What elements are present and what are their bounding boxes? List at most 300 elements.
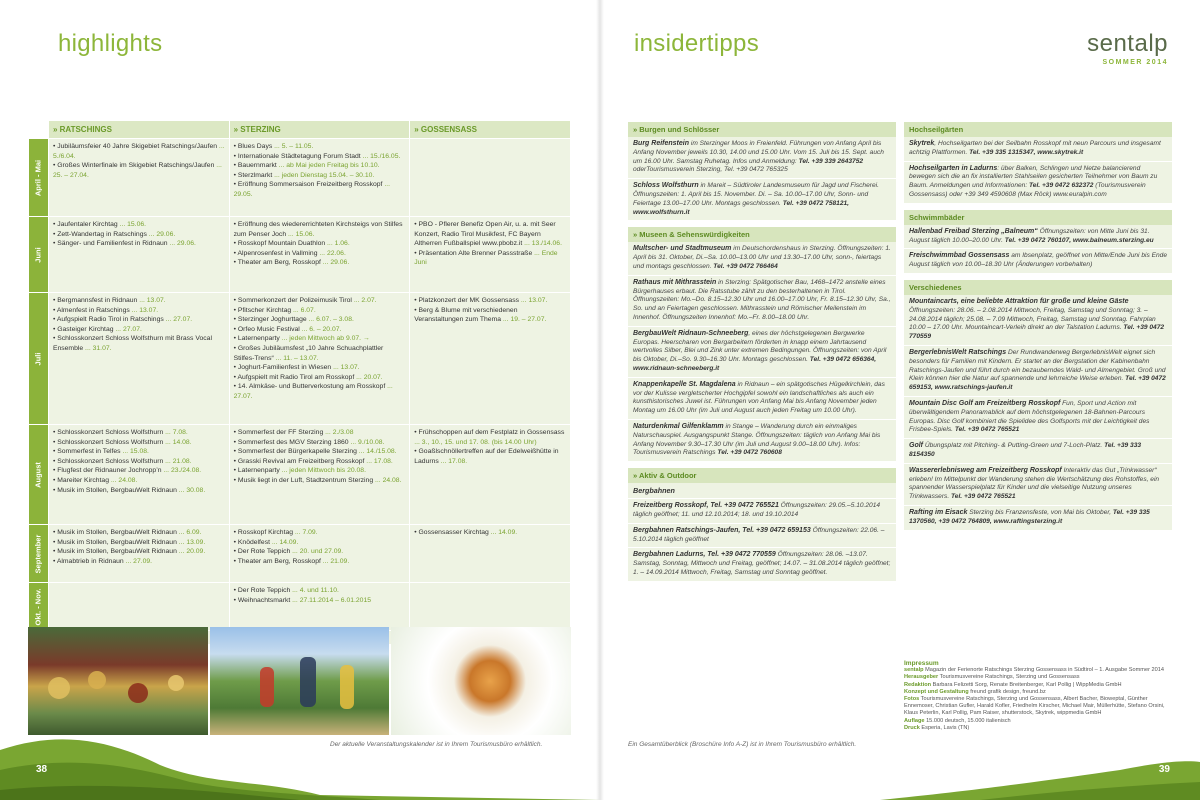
events-cell-gossensass <box>410 217 571 293</box>
event-item: • Rosskopf Kirchtag ... 7.09. <box>233 529 318 536</box>
event-item: • Präsentation Alte Brenner Passstraße ... Ende Juni <box>414 249 558 267</box>
event-date: 27.07. <box>122 325 142 333</box>
event-title: Eröffnung Sommersaison Freizeitberg Rosskopf <box>237 181 383 189</box>
bullet-icon: • <box>414 221 419 228</box>
bullet-icon: • <box>414 306 419 314</box>
event-date: 25. – 27.04. <box>52 171 89 179</box>
event-date: 6.09. <box>186 529 202 536</box>
entry-name: Burg Reifenstein <box>633 140 690 147</box>
event-item: • Aufgspielt Radio Tirol in Ratschings ... 27.07. <box>52 316 193 324</box>
page-title-highlights: highlights <box>58 30 163 57</box>
event-title: Internationale Städtetagung Forum Stadt <box>237 152 361 160</box>
event-date: 29.05. <box>233 190 253 198</box>
impressum-label: Herausgeber <box>904 674 939 681</box>
entry-name: Schloss Wolfsthurn <box>633 182 699 190</box>
event-item: • Eröffnung des wiedererrichteten Kirchsteigs von Stilfes zum Penser Joch ... 15.06. <box>233 221 403 238</box>
event-date: 30.08. <box>186 486 206 494</box>
bullet-icon: • <box>233 476 238 484</box>
bullet-icon: • <box>52 429 58 436</box>
bullet-icon: • <box>52 467 58 475</box>
event-date: 13.07. <box>340 364 360 372</box>
event-date: ab Mai jeden Freitag bis 10.10. <box>286 162 380 170</box>
entry-text: , eines der höchstgelegenen Bergwerke Europas. Heerscharen von Bergarbeitern förderten in knapp einem Jahrtausend wertvolles Silber, Blei und Zink unter extremen Bedingungen. Öffnungszeiten: von April bis Oktober, Di.–So. 9.30–16.30 Uhr. Montags geschlossen. <box>633 329 887 364</box>
info-box-heading: Schwimmbäder <box>904 210 1172 225</box>
info-entry <box>904 137 1172 162</box>
events-row <box>29 139 571 217</box>
event-date: 7.09. <box>302 529 318 536</box>
event-date: 20. und 27.09. <box>299 548 344 556</box>
bullet-icon: • <box>233 143 238 150</box>
event-title: Schlosskonzert Schloss Wolfsthurn mit Brass Vocal Ensemble <box>52 335 212 352</box>
page-number-right: 39 <box>1158 764 1170 775</box>
bullet-icon: • <box>233 557 238 565</box>
bullet-icon: • <box>414 249 419 257</box>
info-entry <box>904 346 1172 397</box>
event-title: PBO - Pflerer Benefiz Open Air, u. a. mit Seer Konzert, Radio Tirol Musikfest, FC Bayern Altherren Fußballspiel www.pbobz.it <box>414 221 556 248</box>
event-title: Sommerfest in Telfes <box>57 448 121 456</box>
event-item: • Schlosskonzert Schloss Wolfsthurn mit Brass Vocal Ensemble ... 31.07. <box>52 335 212 352</box>
info-entry <box>628 276 896 327</box>
event-date: 20.07. <box>363 373 383 381</box>
entry-text: Öffnungszeiten: 28.06. –13.07. Samstag, Sonntag, Mittwoch und Freitag, geöffnet; 14.07. – 31.08.2014 täglich geöffnet; 1. – 14.09.2014 Mittwoch, Freitag, Samstag und Sonntag geöffnet. <box>633 551 891 576</box>
bullet-icon: • <box>233 548 238 556</box>
info-entry <box>628 327 896 378</box>
bullet-icon: • <box>414 429 419 436</box>
events-row <box>29 217 571 293</box>
event-item: • Großes Jubiläumsfest „10 Jahre Schuachplattler Stilfes-Trens“ ... 11. – 13.07. <box>233 344 384 362</box>
bullet-icon: • <box>52 486 58 494</box>
entry-name: Wassererlebnisweg am Freizeitberg Rosskopf <box>909 466 1062 474</box>
event-item: • Rosskopf Mountain Duathlon ... 1.06. <box>233 240 350 248</box>
event-title: Flugfest der Ridnauner Jochropp’n <box>57 467 162 475</box>
event-item: • Musik im Stollen, BergbauWelt Ridnaun ... 6.09. <box>52 529 202 536</box>
month-text: September <box>33 534 43 573</box>
event-title: Theater am Berg, Rosskopf <box>237 259 321 267</box>
event-item: • Jubiläumsfeier 40 Jahre Skigebiet Ratschings/Jaufen ... 5./6.04. <box>52 143 225 160</box>
info-entry <box>904 162 1172 203</box>
events-row <box>29 425 571 525</box>
event-date: 1.06. <box>334 240 350 248</box>
events-cell-sterzing <box>229 583 410 631</box>
event-date: 22.06. <box>326 249 346 257</box>
events-cell-ratschings <box>48 525 229 583</box>
entry-text: Interaktiv das Gut „Trinkwasser“ erleben! Im Mittelpunkt der Wanderung stehen die Wertschätzung des Rohstoffes, ein spannender Wasserspielplatz für Kinder und die vielseitige Nutzung unseres Trinkwassers. <box>909 466 1160 501</box>
event-date: 14.09. <box>498 529 518 536</box>
event-date: 17.08. <box>448 457 468 465</box>
bullet-icon: • <box>233 240 238 248</box>
entry-name: Freizeitberg Rosskopf, Tel. +39 0472 765521 <box>633 502 779 510</box>
event-item: • Sommerfest der FF Sterzing ... 2./3.08 <box>233 429 354 436</box>
month-label <box>29 293 49 425</box>
event-title: Sommerkonzert der Polizeimusik Tirol <box>237 297 352 304</box>
event-date: 2.07. <box>361 297 377 304</box>
event-date: 14.09. <box>279 538 299 546</box>
bullet-icon: • <box>233 162 238 170</box>
impressum-text: freund grafik design, freund.bz <box>968 688 1046 695</box>
bullet-icon: • <box>52 230 58 238</box>
event-title: Gasteiger Kirchtag <box>57 325 114 333</box>
event-item: • Theater am Berg, Rosskopf ... 29.06. <box>233 259 350 267</box>
bullet-icon: • <box>52 240 58 248</box>
bullet-icon: • <box>52 306 57 314</box>
bullet-icon: • <box>233 316 238 324</box>
entry-text: in Mareit – Südtiroler Landesmuseum für Jagd und Fischerei. Öffnungszeiten: 1. April bis 15. November. Di. – Sa. 10.00–17.00 Uhr, Sonn- und Feiertage 13.00–17.00 Uhr. Montags geschlossen. <box>633 182 879 207</box>
info-box-heading: Verschiedenes <box>904 280 1172 295</box>
event-title: Sänger- und Familienfest in Ridnaun <box>57 240 168 248</box>
entry-name: Mountaincarts, eine beliebte Attraktion für große und kleine Gäste <box>909 297 1129 305</box>
event-item: • Sommerkonzert der Polizeimusik Tirol ... 2.07. <box>233 297 377 304</box>
entry-strong: Tel. +39 0472 758121, www.wolfsthurn.it <box>633 199 849 216</box>
insider-column-right <box>904 122 1172 537</box>
event-item: • Sänger- und Familienfest in Ridnaun ... 29.06. <box>52 240 196 248</box>
event-title: Rosskopf Mountain Duathlon <box>237 240 326 248</box>
event-title: Musik liegt in der Luft, Stadtzentrum Sterzing <box>237 476 374 484</box>
bullet-icon: • <box>414 529 419 536</box>
entry-strong: Tel. +39 0472 766464 <box>713 262 778 270</box>
bullet-icon: • <box>233 383 238 391</box>
event-title: Theater am Berg, Rosskopf <box>237 557 321 565</box>
impressum-text: Barbara Felizetti Sorg, Renate Breitenberger, Karl Pollig | WippMedia GmbH <box>931 681 1122 688</box>
event-item: • Orfeo Music Festival ... 6. – 20.07. <box>233 325 342 333</box>
info-entry <box>628 420 896 461</box>
event-item: • Zett-Wandertag in Ratschings ... 29.06. <box>52 230 176 238</box>
event-title: Laternenparty <box>237 335 280 343</box>
insider-column-left <box>628 122 896 588</box>
events-table <box>28 120 571 645</box>
events-cell-sterzing <box>229 525 410 583</box>
entry-tail: oderTourismusverein Sterzing, Tel. +39 0472 765325 <box>633 166 788 174</box>
month-text: April - Mai <box>33 159 43 196</box>
bullet-icon: • <box>233 538 238 546</box>
entry-text: im Deutschordenshaus in Sterzing. Öffnungszeiten: 1. April bis 31. Oktober, Di.–Sa. 10.00–13.00 Uhr und 13.30–17.00 Uhr, sonn-, feiertags und montags geschlossen. <box>633 245 891 270</box>
events-cell-sterzing <box>229 425 410 525</box>
event-title: Der Rote Teppich <box>237 548 291 556</box>
event-item: • Blues Days ... 5. – 11.05. <box>233 143 314 150</box>
event-date: 20.09. <box>186 548 206 556</box>
event-title: Musik im Stollen, BergbauWelt Ridnaun <box>57 529 177 536</box>
event-title: Goaßlschnöllertreffen auf der Edelweißhütte in Ladurns <box>414 448 559 465</box>
events-row <box>29 293 571 425</box>
bullet-icon: • <box>52 162 58 170</box>
bullet-icon: • <box>233 259 238 267</box>
entry-text: Der Rundwanderweg BergerlebnisWelt eignet sich besonders für Familien mit Kindern. Er startet an der Bergstation der Kabinenbahn Ratschings-Jaufen und führt durch ein bezauberndes Wald- und Almengebiet. Groß und Klein können hier die Natur auf spannende und lehrreiche Weise erleben. <box>909 348 1166 383</box>
event-title: Aufgspielt mit Radio Tirol am Rosskopf <box>237 373 355 381</box>
event-item: • Schlosskonzert Schloss Wolfsthurn ... 21.08. <box>52 457 192 465</box>
entry-text: Fun, Sport und Action mit überwältigendem Panoramablick auf dem höchstgelegenen 18-Bahnen-Parcours Europas. Disc Golf kombiniert die Spielidee des Golfsports mit der Leichtigkeit des Frisbee-Spiels. <box>909 399 1150 434</box>
bullet-icon: • <box>52 538 58 546</box>
event-item: • Gasteiger Kirchtag ... 27.07. <box>52 325 142 333</box>
entry-strong: Tel. +39 339 2643752 <box>798 157 864 165</box>
bullet-icon: • <box>233 529 238 536</box>
info-entry <box>904 295 1172 346</box>
event-date: 27.11.2014 – 6.01.2015 <box>299 596 372 604</box>
event-title: Gossensasser Kirchtag <box>418 529 489 536</box>
entry-text: Sterzing bis Franzensfeste, von Mai bis Oktober, <box>967 508 1113 516</box>
event-item: • Schlosskonzert Schloss Wolfsthurn ... 7.08. <box>52 429 188 436</box>
event-title: Schlosskonzert Schloss Wolfsthurn <box>57 457 164 465</box>
event-title: Weihnachtsmarkt <box>237 596 291 604</box>
info-entry <box>628 499 896 524</box>
event-title: Aufgspielt Radio Tirol in Ratschings <box>56 316 164 324</box>
event-title: Sommerfest des MGV Sterzing 1860 <box>237 438 349 446</box>
impressum-title: Impressum <box>904 660 939 667</box>
info-entry <box>628 242 896 275</box>
event-title: Berg & Blume mit verschiedenen Veranstaltungen zum Thema <box>414 306 518 324</box>
impressum-label: sentalp <box>904 667 924 674</box>
event-date: 29.06. <box>330 259 350 267</box>
bullet-icon: • <box>52 457 58 465</box>
bullet-icon: • <box>233 587 238 594</box>
bullet-icon: • <box>233 221 238 228</box>
event-item: • PBO - Pflerer Benefiz Open Air, u. a. mit Seer Konzert, Radio Tirol Musikfest, FC Bayern Altherren Fußballspiel www.pbobz.it ... 13./14.06. <box>414 221 562 248</box>
bullet-icon: • <box>233 181 238 189</box>
event-item: • Musik im Stollen, BergbauWelt Ridnaun ... 13.09. <box>52 538 206 546</box>
info-box <box>904 280 1172 530</box>
event-title: Zett-Wandertag in Ratschings <box>57 230 147 238</box>
month-label <box>29 583 49 631</box>
event-date: 15.06. <box>295 230 315 238</box>
entry-text: im Sterzinger Moos in Freienfeld. Führungen von Anfang April bis Anfang November jeweils 10.30, 14.00 und 15.00 Uhr. Vom 15. Juli bis 15. Sept. auch um 16.00 Uhr. Samstag Ruhetag. Infos und Anmeldung: <box>633 140 884 165</box>
info-entry <box>904 464 1172 506</box>
bullet-icon: • <box>52 221 58 228</box>
bullet-icon: • <box>233 364 238 372</box>
events-cell-gossensass <box>410 525 571 583</box>
bullet-icon: • <box>52 143 58 150</box>
entry-name: Bergbahnen Ratschings-Jaufen, Tel. +39 0472 659153 <box>633 526 811 534</box>
impressum-line <box>904 689 1172 696</box>
event-item: • Pfitscher Kirchtag ... 6.07. <box>233 306 316 314</box>
entry-name: Rafting im Eisack <box>909 508 968 516</box>
event-date: 27.07. <box>173 316 193 324</box>
info-box <box>628 122 896 220</box>
event-item: • Mareiter Kirchtag ... 24.08. <box>52 476 138 484</box>
entry-name: Golf <box>909 442 923 450</box>
event-title: Sterzinger Joghurttage <box>237 316 307 324</box>
event-item: • Sterzinger Joghurttage ... 6.07. – 3.08. <box>233 316 354 324</box>
event-title: Sommerfest der FF Sterzing <box>237 429 324 436</box>
event-title: Schlosskonzert Schloss Wolfsthurn <box>57 438 164 446</box>
event-item: • Aufgspielt mit Radio Tirol am Rosskopf ... 20.07. <box>233 373 383 381</box>
entry-text: in Ridnaun – ein spätgotisches Hügelkirchlein, das vor der Kulisse vergletscherter Hochgipfel sowohl ein landschaftliches als auch ein kunsthistorisches Juwel ist. Führungen von Anfang Mai bis Anfang November jeden Montag um 16.00 Uhr (im Juli und August auch jeden Freitag um 10.00 Uhr). <box>633 380 885 415</box>
event-title: Platzkonzert der MK Gossensass <box>418 297 519 304</box>
event-item: • Sommerfest der Bürgerkapelle Sterzing ... 14./15.08. <box>233 448 397 456</box>
entry-text: Übungsplatz mit Pitching- & Putting-Green und 7-Loch-Platz. <box>923 442 1105 450</box>
month-label <box>29 525 49 583</box>
event-item: • Sommerfest des MGV Sterzing 1860 ... 9./10.08. <box>233 438 385 446</box>
page-gutter <box>596 0 604 800</box>
event-date: 3., 10., 15. und 17. 08. (bis 14.00 Uhr) <box>421 438 537 446</box>
brand-logo <box>1087 30 1168 66</box>
event-date: 14./15.08. <box>366 448 397 456</box>
entry-strong: Tel. +39 333 8154350 <box>909 442 1142 458</box>
event-date: 29.06. <box>156 230 176 238</box>
entry-strong: Tel. +39 0472 760107, www.balneum.sterzing.eu <box>1004 236 1154 244</box>
hills-decoration-left <box>0 710 600 800</box>
bullet-icon: • <box>233 448 238 456</box>
event-date: 21.08. <box>172 457 192 465</box>
event-item: • Internationale Städtetagung Forum Stadt ... 15./16.05. <box>233 152 401 160</box>
event-date: Ende Juni <box>414 249 558 267</box>
events-cell-ratschings <box>48 217 229 293</box>
bullet-icon: • <box>233 596 238 604</box>
impressum-text: Tourismusvereine Ratschings, Sterzing und Gossensass <box>938 674 1080 681</box>
event-date: 21.09. <box>330 557 350 565</box>
event-item: • Gossensasser Kirchtag ... 14.09. <box>414 529 518 536</box>
event-item: • Der Rote Teppich ... 4. und 11.10. <box>233 587 339 594</box>
event-title: Grasski Revival am Freizeitberg Rosskopf <box>237 457 365 465</box>
event-title: Bergmannsfest in Ridnaun <box>57 297 138 304</box>
event-title: Blues Days <box>237 143 273 150</box>
info-entry <box>904 249 1172 273</box>
entry-text: : über Balken, Schlingen und Netze balancierend bewegen sich die an fix installierten Stahlseilen gesicherten Teilnehmer von Baum zu Baum. Anmeldungen und Informationen: <box>909 164 1158 190</box>
entry-strong: Tel. +39 0472 760608 <box>717 449 782 457</box>
event-title: Mareiter Kirchtag <box>57 476 109 484</box>
entry-name: Multscher- und Stadtmuseum <box>633 245 732 253</box>
entry-strong: Tel. +39 0472 656364, www.ridnaun-schneeberg.it <box>633 356 877 372</box>
bullet-icon: • <box>233 325 238 333</box>
event-date: 7.08. <box>172 429 188 436</box>
bullet-icon: • <box>52 316 57 324</box>
events-cell-ratschings <box>48 425 229 525</box>
event-date: 15.06. <box>127 221 147 228</box>
info-entry <box>904 506 1172 530</box>
event-item: • Knödelfest ... 14.09. <box>233 538 299 546</box>
bullet-icon: • <box>52 548 58 556</box>
column-header-sterzing: » STERZING <box>229 121 410 139</box>
bullet-icon: • <box>52 529 58 536</box>
entry-text: , Hochseilgarten bei der Seilbahn Rosskopf mit neun Parcours und insgesamt achtzig Plattformen. <box>909 140 1161 156</box>
event-date: 29.06. <box>177 240 196 248</box>
entry-strong: Tel. +39 335 1370560, +39 0472 764809, www.raftingsterzing.it <box>909 508 1150 525</box>
month-label <box>29 139 49 217</box>
entry-text: Öffnungszeiten: 29.05.–5.10.2014 täglich geöffnet; 11. und 12.10.2014; 18. und 19.10.2014 <box>633 502 881 518</box>
column-header-ratschings: » RATSCHINGS <box>48 121 229 139</box>
event-date: 24.08. <box>118 476 138 484</box>
info-box <box>628 468 896 581</box>
entry-name: Knappenkapelle St. Magdalena <box>633 380 736 388</box>
entry-name: Mountain Disc Golf am Freizeitberg Rosskopf <box>909 399 1061 407</box>
info-entry <box>628 548 896 580</box>
entry-strong: Tel. +39 0472 770559 <box>909 324 1165 341</box>
info-entry <box>628 179 896 220</box>
event-item: • Laternenparty ... jeden Mittwoch bis 20.08. <box>233 467 366 475</box>
events-cell-sterzing <box>229 217 410 293</box>
month-text: August <box>33 461 43 488</box>
event-title: Bauernmarkt <box>237 162 277 170</box>
event-date: 13./14.06. <box>531 240 562 248</box>
bullet-icon: • <box>414 448 419 456</box>
entry-text: Öffnungszeiten: von Mitte Juni bis 31. August täglich 10.00–20.00 Uhr. <box>909 227 1150 244</box>
event-date: 6.07. – 3.08. <box>316 316 354 324</box>
bullet-icon: • <box>233 344 238 352</box>
event-title: Pfitscher Kirchtag <box>237 306 292 314</box>
event-date: 9./10.08. <box>358 438 385 446</box>
brand-name: sentalp <box>1087 30 1168 57</box>
bullet-icon: • <box>233 249 238 257</box>
event-title: Rosskopf Kirchtag <box>237 529 294 536</box>
event-item: • Almabtrieb in Ridnaun ... 27.09. <box>52 557 153 565</box>
impressum-label: Druck <box>904 724 920 731</box>
bullet-icon: • <box>233 297 238 304</box>
bullet-icon: • <box>233 438 238 446</box>
month-text: Okt. - Nov. <box>33 588 43 625</box>
event-item: • Musik im Stollen, BergbauWelt Ridnaun ... 20.09. <box>52 548 206 556</box>
info-box-heading: Hochseilgärten <box>904 122 1172 137</box>
event-title: Eröffnung des wiedererrichteten Kirchsteigs von Stilfes zum Penser Joch <box>233 221 403 238</box>
brand-edition: SOMMER 2014 <box>1102 59 1168 66</box>
info-box <box>904 210 1172 273</box>
event-date: 23./24.08. <box>170 467 202 475</box>
event-date: 13.09. <box>186 538 206 546</box>
event-title: Frühschoppen auf dem Festplatz in Gossensass <box>418 429 565 436</box>
bullet-icon: • <box>233 457 238 465</box>
events-cell-gossensass <box>410 583 571 631</box>
entry-strong: Tel. +39 335 1315347, www.skytrek.it <box>969 148 1084 156</box>
event-item: • Grasski Revival am Freizeitberg Rosskopf ... 17.08. <box>233 457 393 465</box>
event-title: Großes Winterfinale im Skigebiet Ratschings/Jaufen <box>57 162 215 170</box>
event-date: 27.07. <box>233 392 253 400</box>
events-cell-gossensass <box>410 293 571 425</box>
info-box <box>904 122 1172 203</box>
impressum-label: Auflage <box>904 717 925 724</box>
info-box <box>628 227 896 461</box>
page-number-left: 38 <box>36 764 48 775</box>
event-title: Musik im Stollen, BergbauWelt Ridnaun <box>57 548 177 556</box>
event-title: Joghurt-Familienfest in Wiesen <box>237 364 332 372</box>
bullet-icon: • <box>233 152 238 160</box>
event-date: 13.07. <box>139 306 159 314</box>
event-item: • Musik im Stollen, BergbauWelt Ridnaun ... 30.08. <box>52 486 206 494</box>
event-item: • Großes Winterfinale im Skigebiet Ratschings/Jaufen ... 25. – 27.04. <box>52 162 222 179</box>
column-header-gossensass: » GOSSENSASS <box>410 121 571 139</box>
event-item: • Bauernmarkt ... ab Mai jeden Freitag bis 10.10. <box>233 162 380 170</box>
info-entry <box>904 439 1172 464</box>
info-box-heading: » Burgen und Schlösser <box>628 122 896 137</box>
event-date: 13.07. <box>146 297 166 304</box>
events-row <box>29 525 571 583</box>
event-title: 14. Almkäse- und Butterverkostung am Rosskopf <box>237 383 386 391</box>
entry-text: Öffnungszeiten: 28.06. – 2.08.2014 Mittwoch, Freitag, Samstag und Sonntag; 3. – 24.08.2014 täglich; 25.08. – 7.09 Mittwoch, Freitag, Samstag und Sonntag. Fahrplan 10.00 – 17.00 Uhr. Mountaincart-Verleih direkt an der Talstation Ladurns. <box>909 306 1156 332</box>
info-entry <box>628 378 896 420</box>
bullet-icon: • <box>52 438 58 446</box>
events-cell-sterzing <box>229 293 410 425</box>
event-date: 6.07. <box>300 306 316 314</box>
event-item: • Almenfest in Ratschings ... 13.07. <box>52 306 159 314</box>
event-item: • Schlosskonzert Schloss Wolfsthurn ... 14.08. <box>52 438 192 446</box>
event-date: 15.08. <box>130 448 149 456</box>
impressum-label: Redaktion <box>904 681 932 688</box>
entry-name: Bergbahnen Ladurns, Tel. +39 0472 770559 <box>633 551 776 559</box>
entry-name: Skytrek <box>909 140 935 147</box>
event-date: 19. – 27.07. <box>510 316 547 324</box>
event-title: Knödelfest <box>237 538 270 546</box>
events-cell-gossensass <box>410 139 571 217</box>
entry-strong: Tel. +39 0472 632372 <box>1029 182 1094 190</box>
info-box-subheading: Bergbahnen <box>628 483 896 499</box>
event-title: Sterzlmarkt <box>237 171 273 179</box>
event-item: • Flugfest der Ridnauner Jochropp’n ... 23./24.08. <box>52 467 202 475</box>
event-date: 11. – 13.07. <box>283 354 319 362</box>
event-title: Almabtrieb in Ridnaun <box>56 557 124 565</box>
event-item: • Der Rote Teppich ... 20. und 27.09. <box>233 548 344 556</box>
event-title: Jubiläumsfeier 40 Jahre Skigebiet Ratschings/Jaufen <box>57 143 218 150</box>
event-item: • Theater am Berg, Rosskopf ... 21.09. <box>233 557 350 565</box>
event-item: • Eröffnung Sommersaison Freizeitberg Rosskopf ... 29.05. <box>233 181 391 198</box>
events-cell-gossensass <box>410 425 571 525</box>
event-date: 17.08. <box>373 457 393 465</box>
event-title: Musik im Stollen, BergbauWelt Ridnaun <box>57 486 177 494</box>
month-text: Juni <box>33 246 43 263</box>
